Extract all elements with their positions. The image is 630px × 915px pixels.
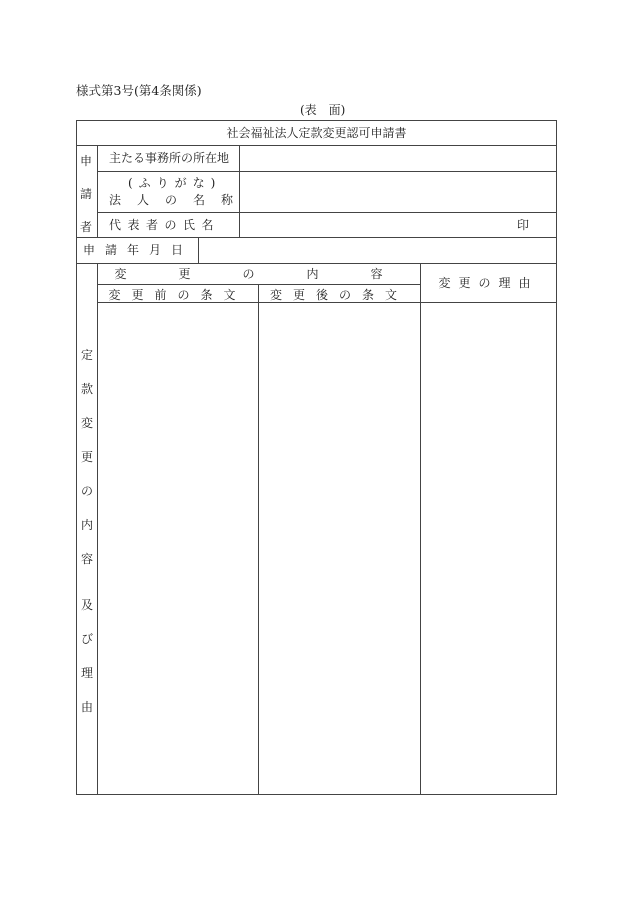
- divider: [97, 212, 557, 213]
- divider: [198, 237, 199, 263]
- applicant-group-label-2: 請: [79, 187, 92, 201]
- form-reference: 様式第3号(第4条関係): [76, 83, 202, 98]
- changes-label-7: 容: [80, 552, 93, 566]
- changes-label-9: び: [80, 632, 93, 646]
- divider: [258, 284, 259, 795]
- changes-label-11: 由: [80, 700, 93, 714]
- divider: [239, 145, 240, 237]
- changes-label-4: 更: [80, 450, 93, 464]
- application-date-label: 申請年月日: [83, 243, 194, 257]
- divider: [76, 237, 557, 238]
- changes-label-8: 及: [80, 598, 93, 612]
- divider: [76, 145, 557, 146]
- corporation-name-label: 法人の名称: [109, 193, 250, 207]
- representative-label: 代表者の氏名: [109, 218, 221, 232]
- reason-header: 変更の理由: [438, 276, 539, 290]
- divider: [420, 263, 421, 795]
- divider: [97, 171, 557, 172]
- furigana-label: (ふりがな): [128, 176, 222, 190]
- divider: [97, 302, 557, 303]
- before-header: 変更前の条文: [108, 288, 247, 302]
- office-address-label: 主たる事務所の所在地: [109, 151, 230, 165]
- content-header: 変 更 の 内 容: [114, 267, 403, 281]
- divider: [76, 263, 557, 264]
- applicant-group-label-1: 申: [79, 154, 92, 168]
- changes-label-3: 変: [80, 416, 93, 430]
- side-label: (表 面): [300, 103, 346, 117]
- changes-label-5: の: [80, 484, 93, 498]
- after-header: 変更後の条文: [269, 288, 408, 302]
- divider: [97, 145, 98, 237]
- changes-label-6: 内: [80, 518, 93, 532]
- changes-label-10: 理: [80, 666, 93, 680]
- changes-label-2: 款: [80, 382, 93, 396]
- form-title: 社会福祉法人定款変更認可申請書: [226, 126, 407, 140]
- seal-label: 印: [517, 218, 530, 232]
- divider: [97, 263, 98, 795]
- applicant-group-label-3: 者: [79, 220, 92, 234]
- changes-label-1: 定: [80, 348, 93, 362]
